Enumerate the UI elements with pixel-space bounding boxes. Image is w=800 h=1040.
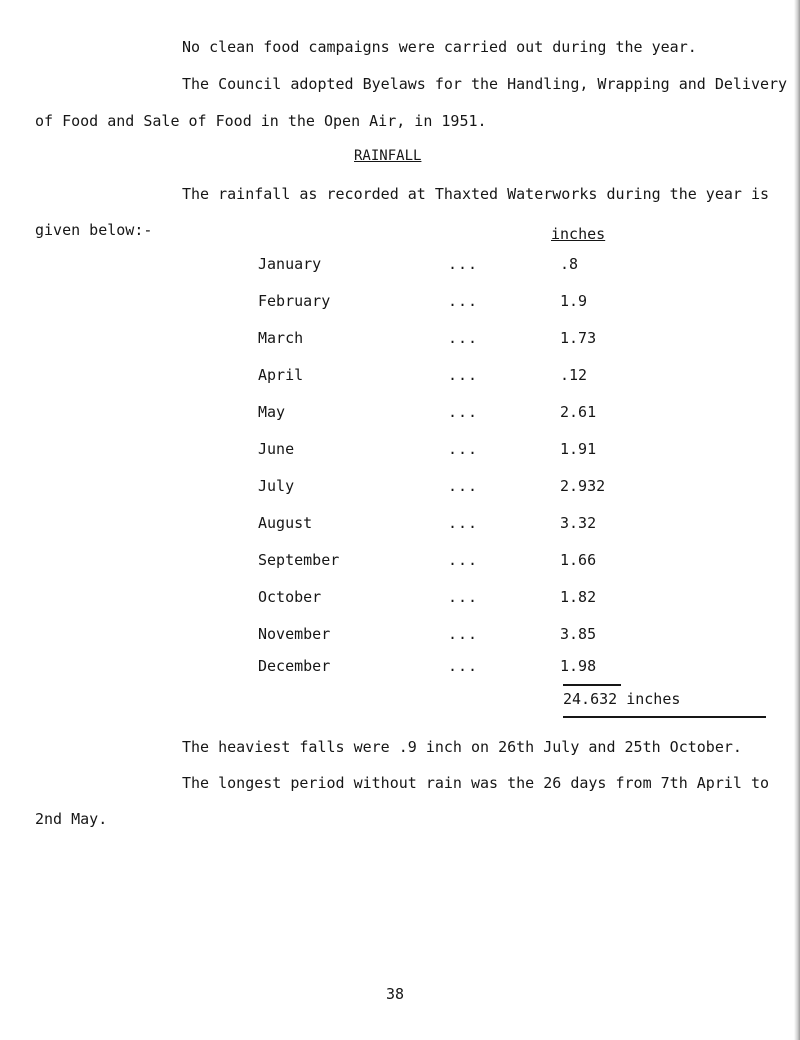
leader-dots: ... <box>448 657 479 675</box>
rainfall-intro-line-2: given below:- <box>35 221 153 239</box>
rainfall-value: 1.82 <box>560 588 597 606</box>
leader-dots: ... <box>448 366 479 384</box>
total-rule-top <box>563 684 621 686</box>
bylaws-paragraph-line-1: The Council adopted Byelaws for the Handling, Wrapping and Delivery <box>182 75 788 93</box>
rainfall-value: 1.98 <box>560 657 597 675</box>
rainfall-value: 1.66 <box>560 551 597 569</box>
month-label: January <box>258 255 322 273</box>
rainfall-value: 2.932 <box>560 477 606 495</box>
rainfall-value: .12 <box>560 366 588 384</box>
longest-dry-period-line-1: The longest period without rain was the 26 days from 7th April to <box>182 774 769 792</box>
month-label: July <box>258 477 295 495</box>
longest-dry-period-line-2: 2nd May. <box>35 810 108 828</box>
leader-dots: ... <box>448 403 479 421</box>
total-rule-bottom <box>563 716 766 718</box>
rainfall-total: 24.632 inches <box>563 690 681 708</box>
month-label: September <box>258 551 340 569</box>
rainfall-value: 3.85 <box>560 625 597 643</box>
month-label: June <box>258 440 295 458</box>
month-label: May <box>258 403 286 421</box>
month-label: February <box>258 292 331 310</box>
scan-edge-shadow <box>794 0 800 1040</box>
rainfall-value: 1.73 <box>560 329 597 347</box>
rainfall-heading: RAINFALL <box>354 148 422 164</box>
month-label: December <box>258 657 331 675</box>
leader-dots: ... <box>448 625 479 643</box>
page-number: 38 <box>386 985 405 1003</box>
rainfall-value: 3.32 <box>560 514 597 532</box>
month-label: November <box>258 625 331 643</box>
leader-dots: ... <box>448 514 479 532</box>
leader-dots: ... <box>448 292 479 310</box>
leader-dots: ... <box>448 551 479 569</box>
leader-dots: ... <box>448 440 479 458</box>
leader-dots: ... <box>448 588 479 606</box>
rainfall-value: .8 <box>560 255 579 273</box>
leader-dots: ... <box>448 255 479 273</box>
clean-food-paragraph: No clean food campaigns were carried out during the year. <box>182 38 697 56</box>
leader-dots: ... <box>448 329 479 347</box>
rainfall-value: 1.91 <box>560 440 597 458</box>
heaviest-falls-paragraph: The heaviest falls were .9 inch on 26th July and 25th October. <box>182 738 742 756</box>
leader-dots: ... <box>448 477 479 495</box>
bylaws-paragraph-line-2: of Food and Sale of Food in the Open Air, in 1951. <box>35 112 487 130</box>
units-header: inches <box>551 225 606 243</box>
month-label: October <box>258 588 322 606</box>
month-label: March <box>258 329 304 347</box>
month-label: April <box>258 366 304 384</box>
rainfall-value: 1.9 <box>560 292 588 310</box>
month-label: August <box>258 514 313 532</box>
rainfall-intro-line-1: The rainfall as recorded at Thaxted Waterworks during the year is <box>182 185 769 203</box>
rainfall-value: 2.61 <box>560 403 597 421</box>
